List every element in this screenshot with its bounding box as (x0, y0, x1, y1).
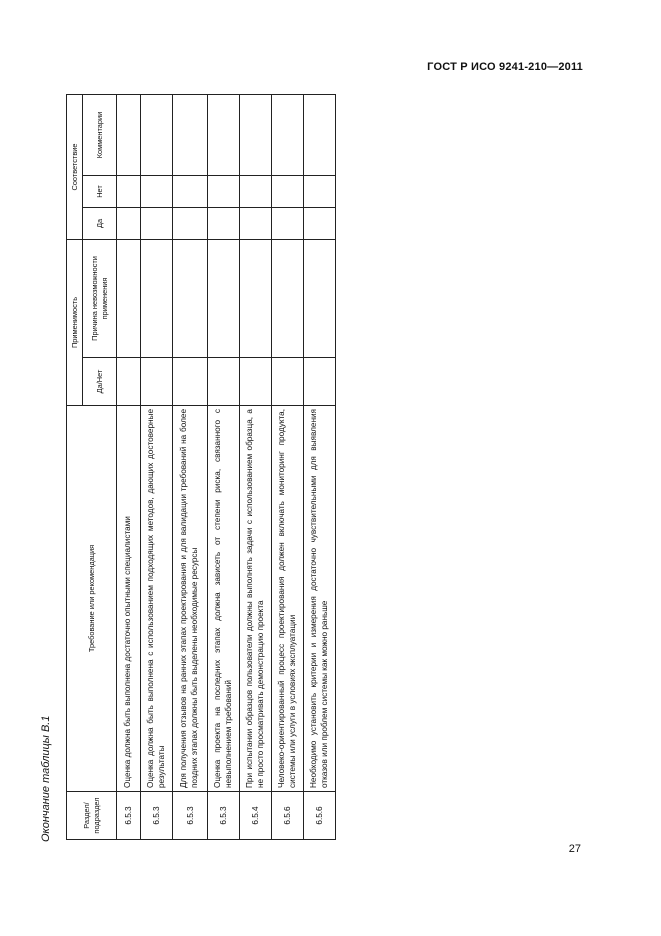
header-compliance: Соответствие (67, 94, 83, 239)
cell-yes[interactable] (240, 207, 272, 239)
cell-comments[interactable] (304, 94, 336, 175)
cell-yes[interactable] (304, 207, 336, 239)
row-requirement: Для получения отзывов на ранних этапах проектирования и для валидации требований на более поздних этапах должны быть выделены необходимые ресурсы (173, 406, 208, 792)
cell-comments[interactable] (240, 94, 272, 175)
row-section: 6.5.6 (304, 792, 336, 840)
cell-yes[interactable] (208, 207, 240, 239)
row-section: 6.5.3 (117, 792, 141, 840)
compliance-table (66, 94, 336, 840)
compliance-table-rotated (66, 95, 334, 840)
row-section: 6.5.3 (208, 792, 240, 840)
table-row (141, 94, 173, 839)
cell-yes-no[interactable] (173, 358, 208, 406)
row-section: 6.5.3 (173, 792, 208, 840)
header-reason: Причина невозможности применения (83, 239, 117, 357)
page-number: 27 (568, 843, 581, 855)
header-no: Нет (83, 175, 117, 207)
document-header: ГОСТ Р ИСО 9241-210—2011 (427, 61, 583, 73)
row-requirement: Оценка должна быть выполнена достаточно опытными специалистами (117, 406, 141, 792)
cell-comments[interactable] (141, 94, 173, 175)
header-comments: Комментарии (83, 94, 117, 175)
table-row (304, 94, 336, 839)
table-row (272, 94, 304, 839)
table-row (240, 94, 272, 839)
cell-comments[interactable] (208, 94, 240, 175)
row-requirement: Необходимо установить критерии и измерения достаточно чувствительными для выявления отказов или проблем системы как можно раньше (304, 406, 336, 792)
row-requirement: Человеко-ориентированный процесс проектирования должен включать мониторинг продукта, системы или услуги в условиях эксплуатации (272, 406, 304, 792)
header-applicability: Применимость (67, 239, 83, 405)
row-section: 6.5.4 (240, 792, 272, 840)
table-row (117, 94, 141, 839)
header-row-1 (67, 94, 83, 839)
table-row (173, 94, 208, 839)
cell-yes-no[interactable] (208, 358, 240, 406)
table-caption: Окончание таблицы В.1 (40, 715, 52, 842)
header-requirement: Требование или рекомендация (67, 406, 117, 792)
cell-no[interactable] (240, 175, 272, 207)
table-row (208, 94, 240, 839)
cell-reason[interactable] (304, 239, 336, 357)
row-section: 6.5.6 (272, 792, 304, 840)
header-yes-no: Да/Нет (83, 358, 117, 406)
cell-yes[interactable] (117, 207, 141, 239)
header-section: Раздел/ подраздел (67, 792, 117, 840)
row-section: 6.5.3 (141, 792, 173, 840)
cell-yes[interactable] (173, 207, 208, 239)
cell-reason[interactable] (117, 239, 141, 357)
row-requirement: Оценка должна быть выполнена с использованием подходящих методов, дающих достоверные результаты (141, 406, 173, 792)
cell-yes-no[interactable] (240, 358, 272, 406)
cell-comments[interactable] (117, 94, 141, 175)
cell-reason[interactable] (173, 239, 208, 357)
cell-no[interactable] (173, 175, 208, 207)
cell-no[interactable] (272, 175, 304, 207)
cell-reason[interactable] (208, 239, 240, 357)
cell-reason[interactable] (240, 239, 272, 357)
cell-yes-no[interactable] (304, 358, 336, 406)
cell-yes-no[interactable] (272, 358, 304, 406)
cell-yes[interactable] (141, 207, 173, 239)
row-requirement: Оценка проекта на последних этапах должна зависеть от степени риска, связанного с невыполнением требований (208, 406, 240, 792)
cell-comments[interactable] (173, 94, 208, 175)
cell-no[interactable] (117, 175, 141, 207)
cell-no[interactable] (208, 175, 240, 207)
cell-reason[interactable] (272, 239, 304, 357)
cell-yes-no[interactable] (141, 358, 173, 406)
cell-no[interactable] (141, 175, 173, 207)
row-requirement: При испытании образцов пользователи должны выполнять задачи с использованием образца, а не просто просматривать демонстрацию проекта (240, 406, 272, 792)
cell-yes[interactable] (272, 207, 304, 239)
cell-reason[interactable] (141, 239, 173, 357)
header-yes: Да (83, 207, 117, 239)
cell-comments[interactable] (272, 94, 304, 175)
cell-no[interactable] (304, 175, 336, 207)
cell-yes-no[interactable] (117, 358, 141, 406)
